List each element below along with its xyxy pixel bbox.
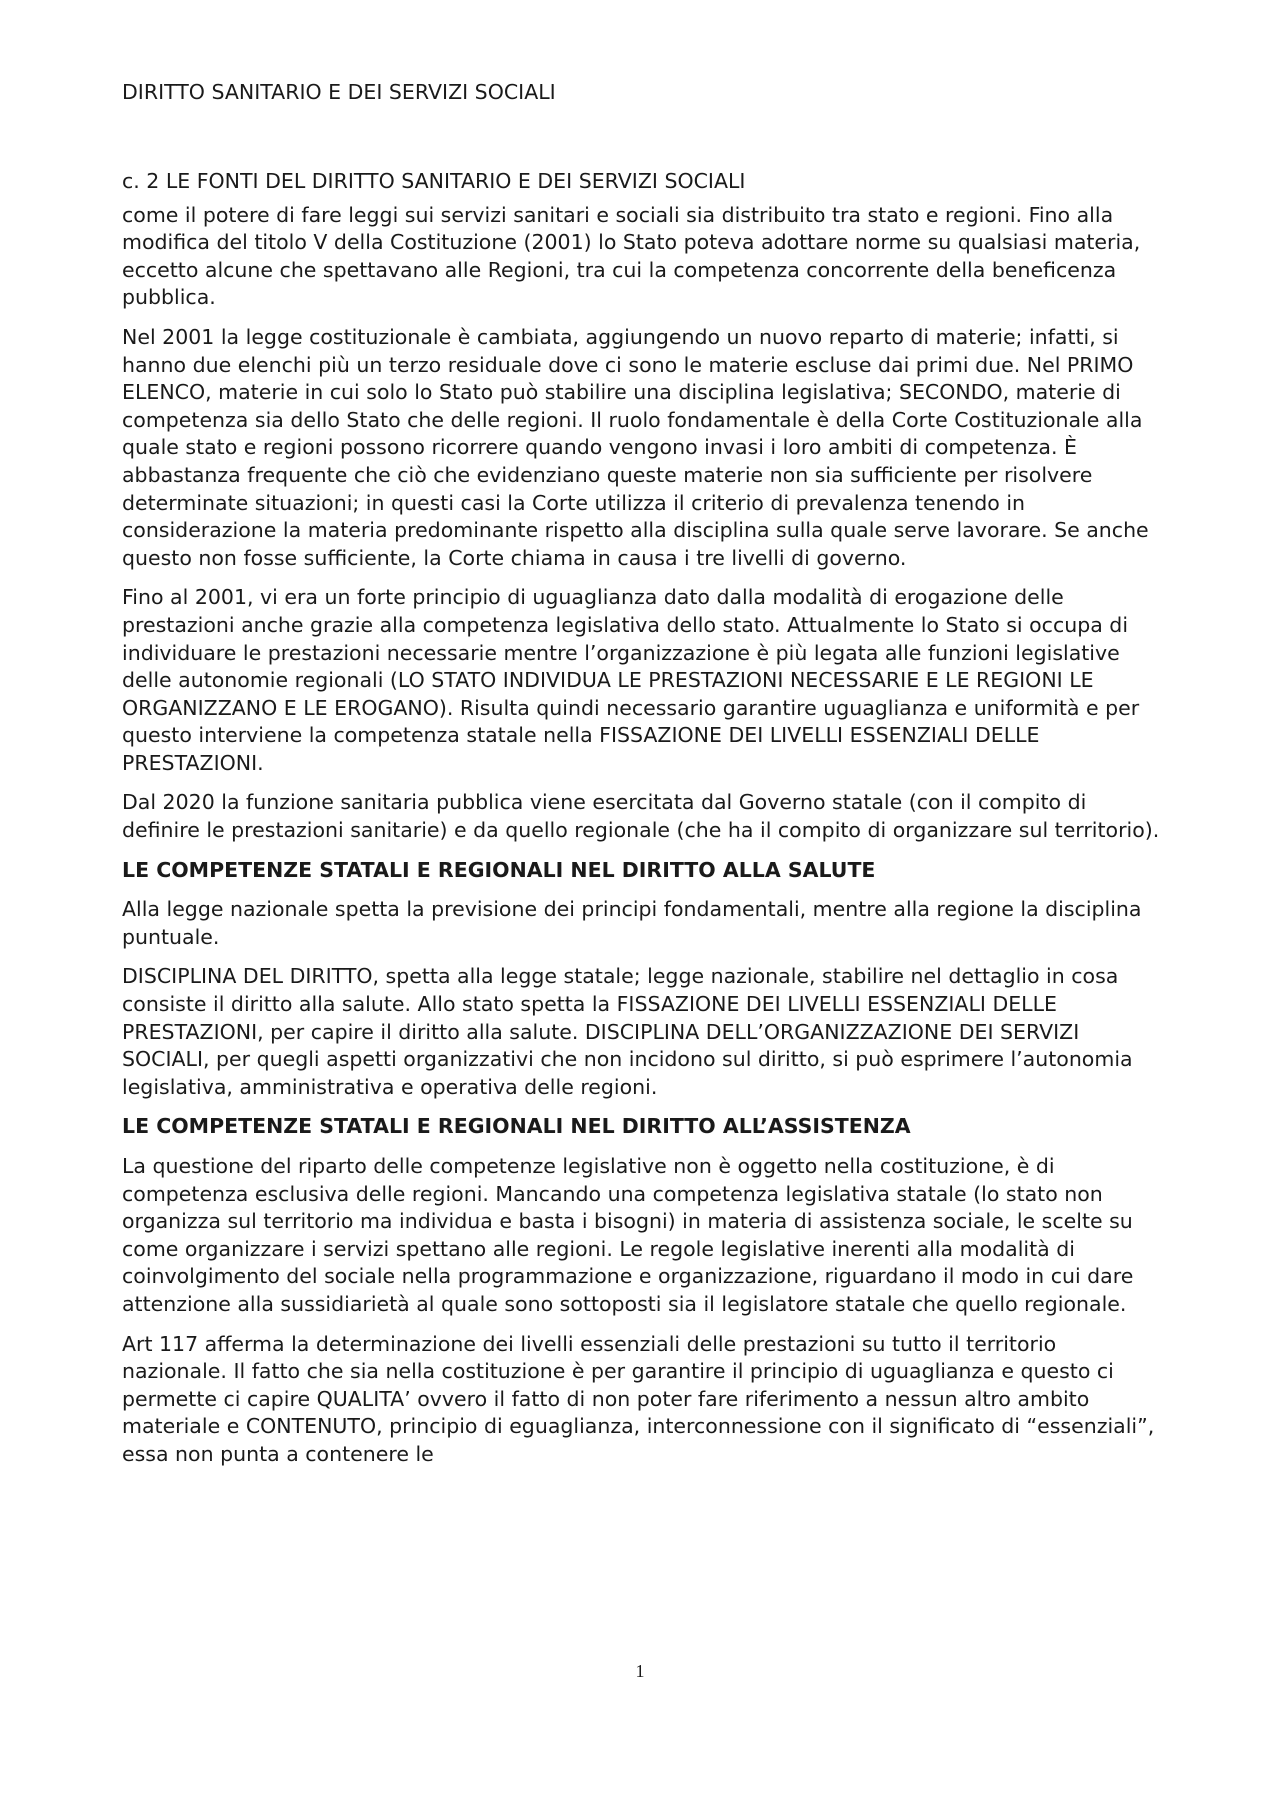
section-heading-assistance: LE COMPETENZE STATALI E REGIONALI NEL DIRITTO ALL’ASSISTENZA xyxy=(122,1114,911,1139)
page-number: 1 xyxy=(635,1661,645,1681)
page-header: DIRITTO SANITARIO E DEI SERVIZI SOCIALI xyxy=(122,80,556,104)
paragraph: Alla legge nazionale spetta la previsione dei principi fondamentali, mentre alla regione la disciplina puntuale. xyxy=(122,897,1142,949)
paragraph: Nel 2001 la legge costituzionale è cambiata, aggiungendo un nuovo reparto di materie; infatti, si hanno due elenchi più un terzo residuale dove ci sono le materie escluse dai primi due. Nel PRIMO ELENCO, materie in cui solo lo Stato può stabilire una disciplina legislativa; SECONDO, materie di competenza sia dello Stato che delle regioni. Il ruolo fondamentale è della Corte Costituzionale alla quale stato e regioni possono ricorrere quando vengono invasi i loro ambiti di competenza. È abbastanza frequente che ciò che evidenziano queste materie non sia sufficiente per risolvere determinate situazioni; in questi casi la Corte utilizza il criterio di prevalenza tenendo in considerazione la materia predominante rispetto alla disciplina sulla quale serve lavorare. Se anche questo non fosse sufficiente, la Corte chiama in causa i tre livelli di governo. xyxy=(122,324,1149,570)
paragraph: La questione del riparto delle competenze legislative non è oggetto nella costituzione, è di competenza esclusiva delle regioni. Mancando una competenza legislativa statale (lo stato non organizza sul territorio ma individua e basta i bisogni) in materia di assistenza sociale, le scelte su come organizzare i servizi spettano alle regioni. Le regole legislative inerenti alla modalità di coinvolgimento del sociale nella programmazione e organizzazione, riguardano il modo in cui dare attenzione alla sussidiarietà al quale sono sottoposti sia il legislatore statale che quello regionale. xyxy=(122,1154,1134,1316)
paragraph: Fino al 2001, vi era un forte principio di uguaglianza dato dalla modalità di erogazione delle prestazioni anche grazie alla competenza legislativa dello stato. Attualmente lo Stato si occupa di individuare le prestazioni necessarie mentre l’organizzazione è più legata alle funzioni legislative delle autonomie regionali (LO STATO INDIVIDUA LE PRESTAZIONI NECESSARIE E LE REGIONI LE ORGANIZZANO E LE EROGANO). Risulta quindi necessario garantire uguaglianza e uniformità e per questo interviene la competenza statale nella FISSAZIONE DEI LIVELLI ESSENZIALI DELLE PRESTAZIONI. xyxy=(122,585,1140,775)
section-heading-health: LE COMPETENZE STATALI E REGIONALI NEL DIRITTO ALLA SALUTE xyxy=(122,857,876,882)
chapter-title: c. 2 LE FONTI DEL DIRITTO SANITARIO E DEI SERVIZI SOCIALI xyxy=(122,169,746,193)
paragraph: come il potere di fare leggi sui servizi sanitari e sociali sia distribuito tra stato e regioni. Fino alla modifica del titolo V della Costituzione (2001) lo Stato poteva adottare norme su qualsiasi materia, eccetto alcune che spettavano alle Regioni, tra cui la competenza concorrente della beneficenza pubblica. xyxy=(122,202,1141,310)
paragraph: DISCIPLINA DEL DIRITTO, spetta alla legge statale; legge nazionale, stabilire nel dettaglio in cosa consiste il diritto alla salute. Allo stato spetta la FISSAZIONE DEI LIVELLI ESSENZIALI DELLE PRESTAZIONI, per capire il diritto alla salute. DISCIPLINA DELL’ORGANIZZAZIONE DEI SERVIZI SOCIALI, per quegli aspetti organizzativi che non incidono sul diritto, si può esprimere l’autonomia legislativa, amministrativa e operativa delle regioni. xyxy=(122,964,1133,1099)
paragraph: Art 117 afferma la determinazione dei livelli essenziali delle prestazioni su tutto il territorio nazionale. Il fatto che sia nella costituzione è per garantire il principio di uguaglianza e questo ci permette ci capire QUALITA’ ovvero il fatto di non poter fare riferimento a nessun altro ambito materiale e CONTENUTO, principio di eguaglianza, interconnessione con il significato di “essenziali”, essa non punta a contenere le xyxy=(122,1331,1155,1466)
paragraph: Dal 2020 la funzione sanitaria pubblica viene esercitata dal Governo statale (con il compito di definire le prestazioni sanitarie) e da quello regionale (che ha il compito di organizzare sul territorio). xyxy=(122,790,1160,843)
document-body xyxy=(122,168,1162,1481)
